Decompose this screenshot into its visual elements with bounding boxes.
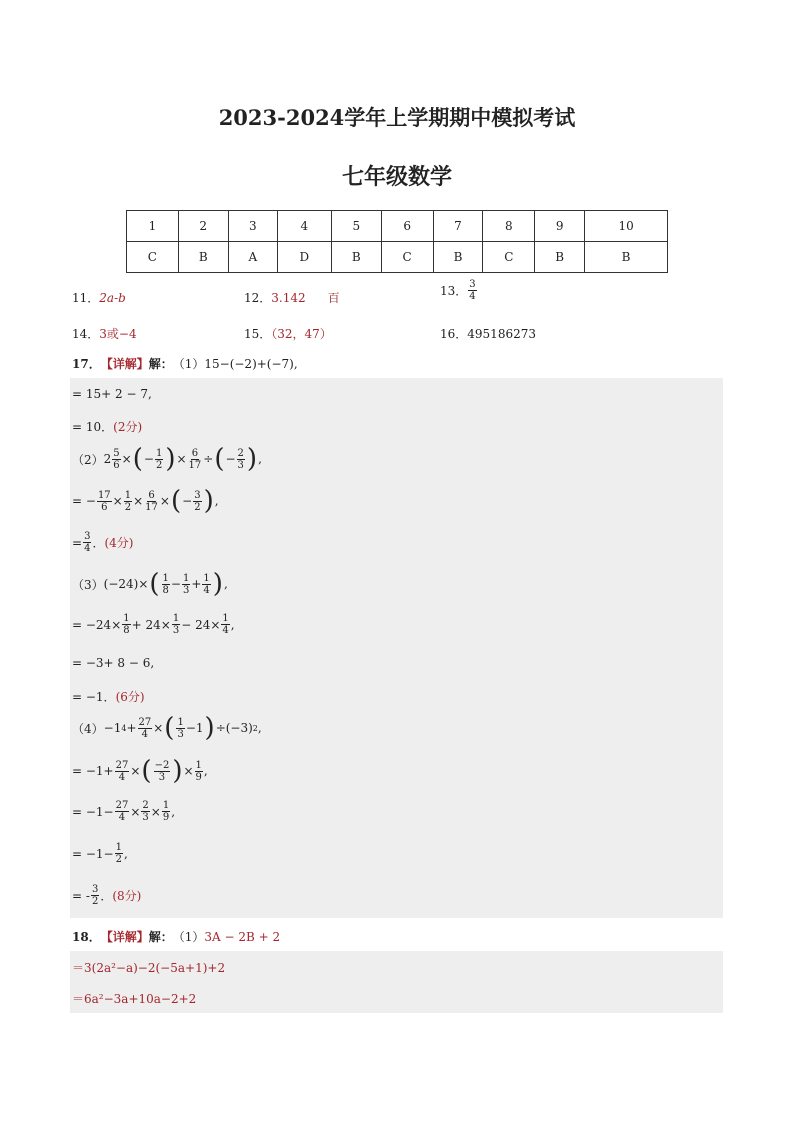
answer-table-number-cell: 10 [585, 211, 668, 242]
q17-p2-expr: 2 $\frac{5}{6}$ × ( − $\frac{1}{2}$ ) × $\frac{6}{17}$ ÷ ( − $\frac{2}{3}$ ) , [103, 444, 262, 474]
q11-answer: 2a-b [99, 291, 126, 305]
q17-p3-expr: (−24)× ( $\frac{1}{8}$ − $\frac{1}{3}$ + $\frac{1}{4}$ ) , [103, 569, 228, 599]
q12-answer-a: 3.142 [271, 291, 306, 305]
q17-step-4-score: (4分) [104, 536, 134, 550]
answer-table-number-row [127, 211, 668, 242]
q18-label: 18． [72, 930, 101, 944]
answer-table-number-cell: 6 [381, 211, 433, 242]
q17-p2-label: （2） [72, 452, 104, 467]
q17-step-11: = −1− $\frac{27}{4}$ × $\frac{2}{3}$ × $\frac{1}{9}$ , [72, 800, 176, 823]
subject-title: 七年级数学 [341, 164, 452, 190]
answer-table-answer-cell: B [178, 242, 228, 273]
q17-tag: 【详解】 [100, 357, 149, 371]
answer-table-answer-cell: B [331, 242, 381, 273]
answer-table-number-cell: 5 [331, 211, 381, 242]
q17-part-2 [72, 446, 262, 472]
q12 [244, 289, 340, 306]
answer-table-number-cell: 8 [483, 211, 535, 242]
q14-answer: 3或−4 [99, 327, 137, 341]
q13 [440, 279, 478, 302]
q18-jie: 解： [148, 930, 173, 944]
q12-answer-b: 百 [327, 291, 340, 305]
q18-expr: 3A − 2B + 2 [204, 929, 281, 944]
answer-table-number-cell: 2 [178, 211, 228, 242]
q16-answer: 495186273 [467, 327, 536, 341]
answer-table-answer-cell: C [127, 242, 179, 273]
answer-table-answer-cell: B [433, 242, 483, 273]
q11-label: 11． [72, 291, 100, 305]
answer-table-answer-cell: D [277, 242, 331, 273]
q13-num: 3 [469, 279, 476, 290]
q17-step-8-score: (6分) [115, 690, 145, 704]
q17-step-8-text: = −1． [72, 690, 116, 704]
q17-step-6: = −24× $\frac{1}{8}$ + 24× $\frac{1}{3}$ − 24× $\frac{1}{4}$ , [72, 613, 235, 636]
q17-p3-label: （3） [72, 577, 104, 592]
q16 [440, 325, 536, 342]
q17-step-2-score: (2分) [113, 420, 143, 434]
q17-step-8 [72, 688, 145, 705]
q17-label: 17． [72, 357, 101, 371]
answer-table-number-cell: 9 [535, 211, 585, 242]
answer-table-number-cell: 7 [433, 211, 483, 242]
q18-header [72, 928, 280, 945]
answer-table-answer-cell: A [228, 242, 277, 273]
q16-label: 16． [440, 327, 468, 341]
q15 [244, 325, 332, 342]
q17-part-4 [72, 715, 262, 741]
q17-step-2-text: = 10． [72, 420, 114, 434]
answer-table-answer-cell: C [381, 242, 433, 273]
q15-label: 15． [244, 327, 272, 341]
answer-table [126, 210, 668, 273]
q12-label: 12． [244, 291, 272, 305]
q17-p4-label: （4） [72, 721, 104, 736]
q17-header [72, 355, 298, 372]
q13-label: 13． [440, 284, 468, 298]
q18-step-1: ＝3(2a²−a)−2(−5a+1)+2 [72, 961, 226, 975]
q17-step-10: = −1+ $\frac{27}{4}$ × ( $\frac{-2}{3}$ ) × $\frac{1}{9}$ , [72, 756, 208, 786]
answer-table-number-cell: 3 [228, 211, 277, 242]
answer-table-answer-cell: C [483, 242, 535, 273]
q18-tag: 【详解】 [100, 930, 149, 944]
q17-step-2 [72, 418, 142, 435]
q17-step-13-score: (8分) [112, 889, 142, 903]
q17-part-3 [72, 571, 228, 597]
q13-fraction [468, 279, 476, 302]
answer-table-answer-cell: B [585, 242, 668, 273]
q17-p1-label: （1） [172, 357, 205, 371]
q17-jie: 解： [148, 357, 173, 371]
q17-step-7: = −3+ 8 − 6, [72, 656, 155, 670]
q18-p1-label: （1） [172, 930, 205, 944]
q14 [72, 325, 137, 342]
q14-label: 14． [72, 327, 100, 341]
q17-step-4: = $\frac{3}{4}$ ． (4分) [72, 531, 134, 554]
q17-p1-expr: 15−(−2)+(−7), [204, 356, 298, 371]
q17-step-4-end: ． [92, 536, 105, 550]
answer-table-answer-cell: B [535, 242, 585, 273]
exam-title: 2023-2024学年上学期期中模拟考试 [218, 105, 576, 130]
q17-p4-expr: −1 4 + $\frac{27}{4}$ × ( $\frac{1}{3}$ −1 ) ÷(−3) 2 , [103, 713, 262, 743]
q18-step-2: ＝6a²−3a+10a−2+2 [72, 992, 197, 1006]
q17-step-1: = 15+ 2 − 7, [72, 387, 152, 401]
q17-step-13: = - $\frac{3}{2}$ ． (8分) [72, 884, 142, 907]
q11 [72, 289, 126, 306]
answer-table-answer-row [127, 242, 668, 273]
answer-table-number-cell: 1 [127, 211, 179, 242]
q17-step-3: = − $\frac{17}{6}$ × $\frac{1}{2}$ × $\frac{6}{17}$ × ( − $\frac{3}{2}$ ) , [72, 486, 219, 516]
answer-table-number-cell: 4 [277, 211, 331, 242]
q15-answer: （32，47） [271, 327, 332, 341]
q17-step-12: = −1− $\frac{1}{2}$ , [72, 842, 128, 865]
q13-den: 4 [469, 291, 476, 302]
